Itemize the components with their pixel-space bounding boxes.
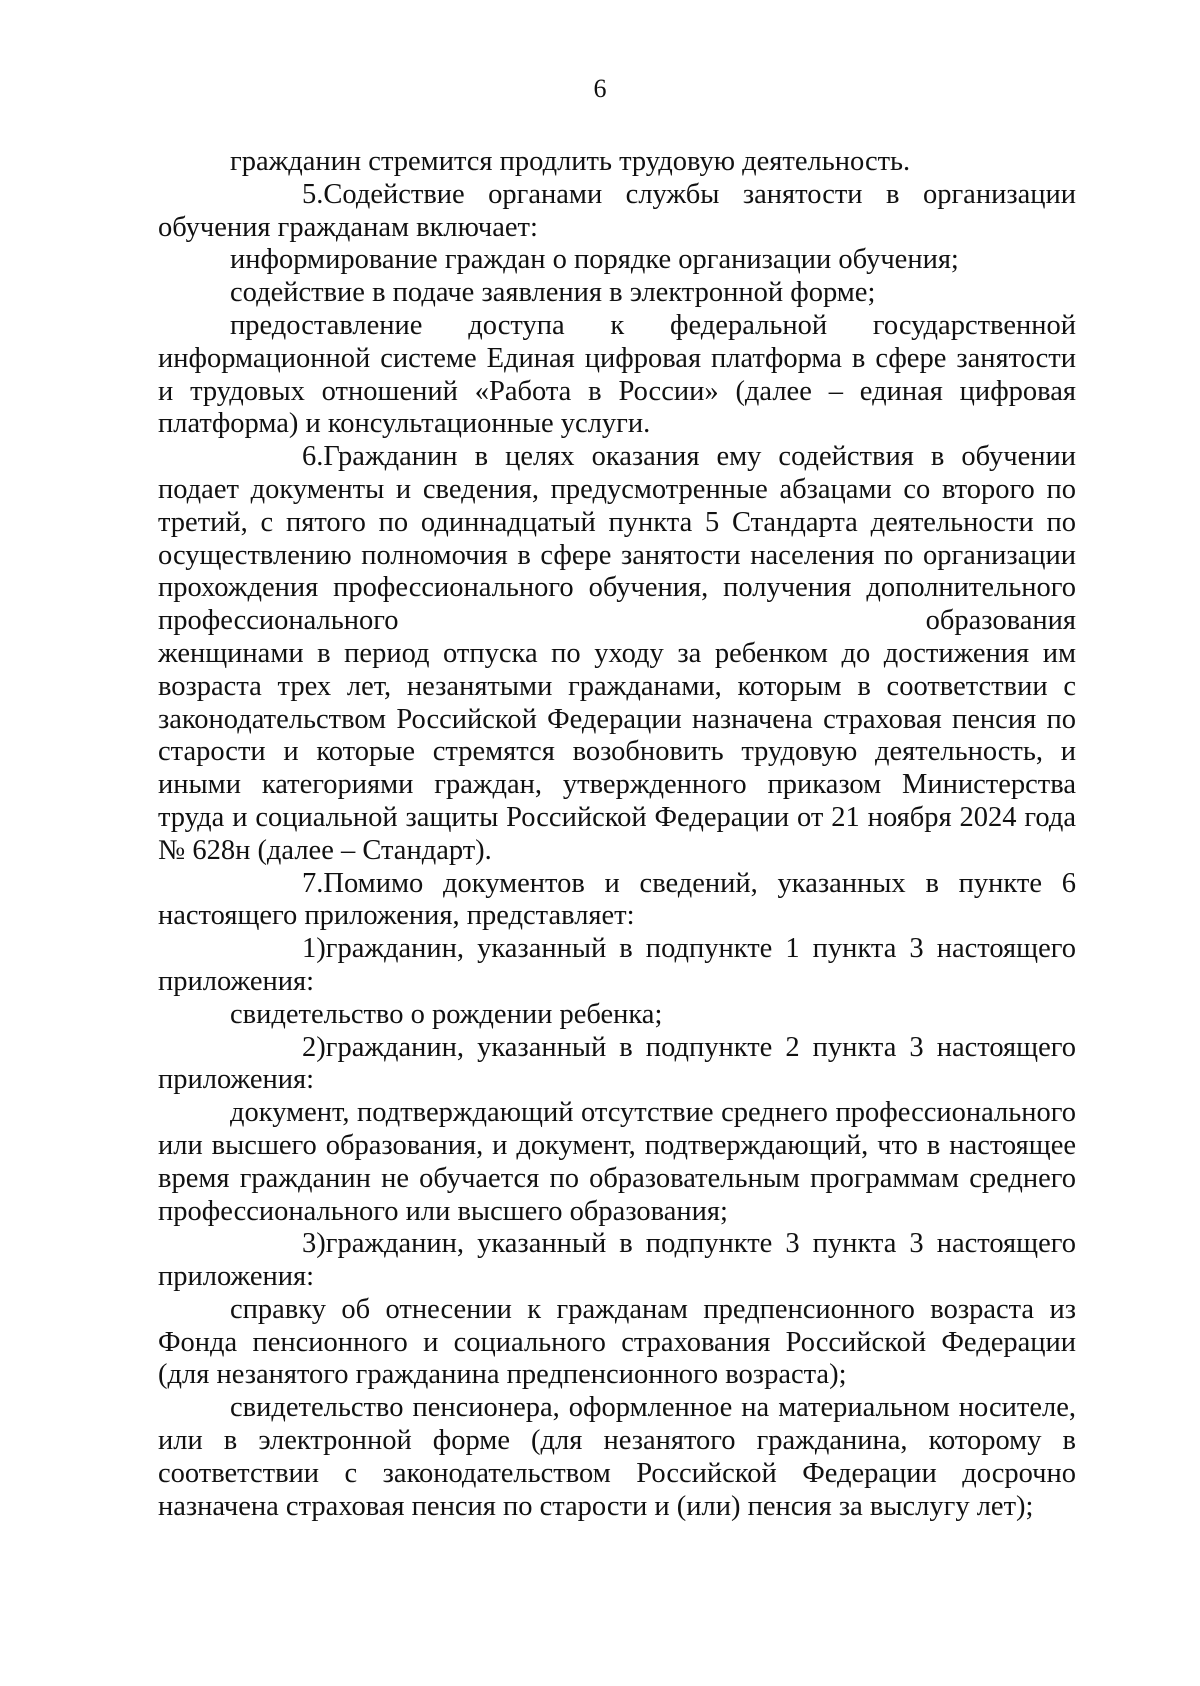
paragraph-text: Гражданин в целях оказания ему содействия в обучении подает документы и сведения, предусмотренные абзацами со второго по третий, с пятого по одиннадцатый пункта 5 Стандарта деятельности по осуществлению полномочия в сфере занятости населения по организации прохождения профессионального обучения, получения дополнительного профессионального образования — [158, 441, 1076, 637]
paragraph-text: гражданин, указанный в подпункте 3 пункта 3 настоящего приложения: — [158, 1228, 1076, 1293]
paragraph-text: гражданин, указанный в подпункте 2 пункта 3 настоящего приложения: — [158, 1031, 1076, 1096]
subitem-1 — [158, 933, 1076, 999]
paragraph-continuation: гражданин стремится продлить трудовую деятельность. — [230, 146, 911, 177]
subitem-2 — [158, 1032, 1076, 1098]
paragraph-item-6-continued: женщинами в период отпуска по уходу за ребенком до достижения им возраста трех лет, незанятыми гражданами, которым в соответствии с законодательством Российской Федерации назначена страховая пенсия по старости и которые стремятся возобновить трудовую деятельность, и иными категориями граждан, утвержденного приказом Министерства труда и социальной защиты Российской Федерации от 21 ноября 2024 года № 628н (далее – Стандарт). — [158, 637, 1076, 866]
paragraph: предоставление доступа к федеральной государственной информационной системе Единая цифровая платформа в сфере занятости и трудовых отношений «Работа в России» (далее – единая цифровая платформа) и консультационные услуги. — [158, 309, 1076, 440]
subitem-3 — [158, 1228, 1076, 1294]
paragraph-text: Помимо документов и сведений, указанных в пункте 6 настоящего приложения, представляет: — [158, 867, 1076, 932]
paragraph-item-5 — [158, 179, 1076, 245]
page-number: 6 — [593, 74, 607, 103]
item-number: 2) — [302, 1031, 326, 1063]
paragraph: документ, подтверждающий отсутствие среднего профессионального или высшего образования, и документ, подтверждающий, что в настоящее время гражданин не обучается по образовательным программам среднего профессионального или высшего образования; — [158, 1097, 1076, 1227]
paragraph-item-6 — [158, 441, 1076, 638]
paragraph-item-7 — [158, 868, 1076, 934]
item-number: 1) — [302, 933, 326, 965]
paragraph: справку об отнесении к гражданам предпенсионного возраста из Фонда пенсионного и социального страхования Российской Федерации (для незанятого гражданина предпенсионного возраста); — [158, 1293, 1076, 1391]
paragraph: информирование граждан о порядке организации обучения; — [230, 244, 959, 276]
item-number: 5. — [302, 178, 324, 210]
paragraph-text: Содействие органами службы занятости в организации обучения гражданам включает: — [158, 178, 1076, 243]
paragraph: содействие в подаче заявления в электронной форме; — [230, 277, 876, 309]
paragraph-text: гражданин, указанный в подпункте 1 пункта 3 настоящего приложения: — [158, 933, 1076, 997]
paragraph: свидетельство о рождении ребенка; — [230, 998, 663, 1030]
item-number: 6. — [302, 441, 324, 473]
item-number: 3) — [302, 1228, 326, 1260]
item-number: 7. — [302, 867, 324, 899]
document-body — [158, 146, 1076, 1523]
paragraph: свидетельство пенсионера, оформленное на материальном носителе, или в электронной форме (для незанятого гражданина, которому в соответствии с законодательством Российской Федерации досрочно назначена страховая пенсия по старости и (или) пенсия за выслугу лет); — [158, 1392, 1076, 1522]
